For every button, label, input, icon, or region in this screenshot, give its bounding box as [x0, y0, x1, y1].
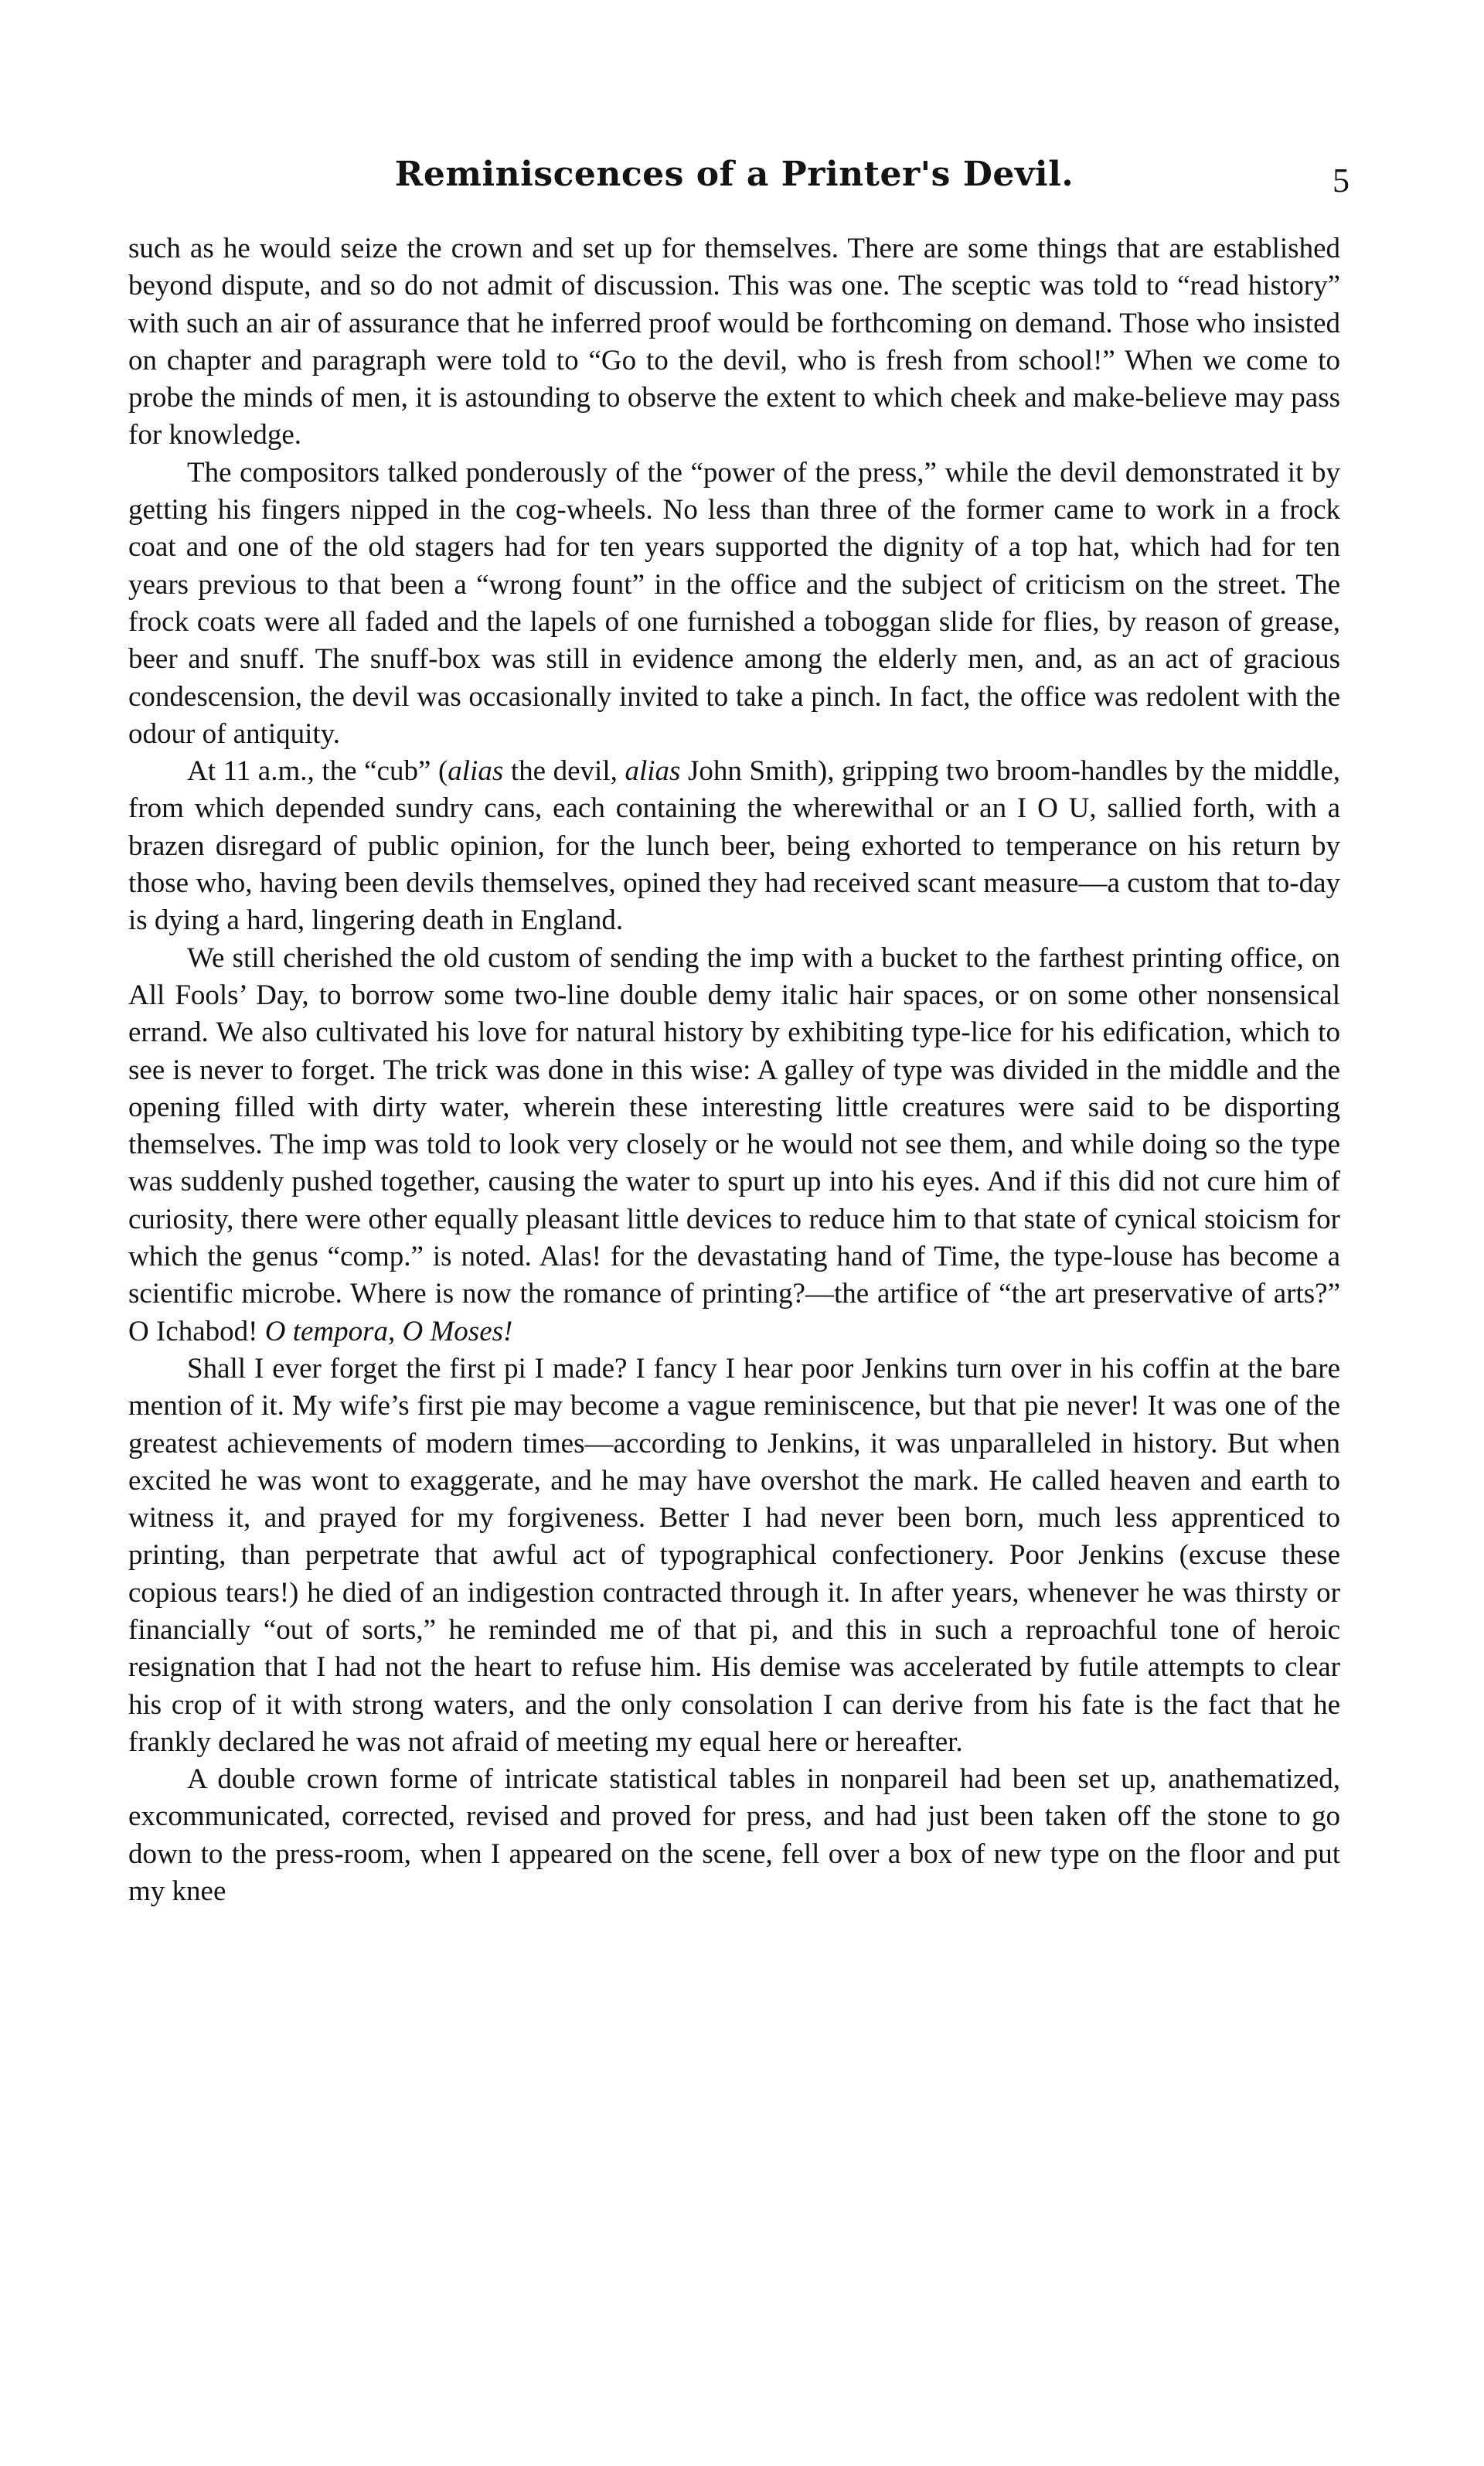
- paragraph-3-text-b: the devil,: [503, 755, 625, 788]
- paragraph-6: A double crown forme of intricate statistical tables in nonpareil had been set up, anathematized, excommunicated, corrected, revised and proved for press, and had just been taken off the stone to go down to the press-room, when I appeared on the scene, fell over a box of new type on the floor and put my knee: [128, 1763, 1340, 1908]
- paragraph-3-text-a: At 11 a.m., the “cub” (: [187, 755, 448, 788]
- paragraph-3: [128, 753, 1340, 939]
- running-title: Reminiscences of a Printer's Devil.: [394, 155, 1074, 194]
- latin-quote-italic: O tempora, O Moses!: [264, 1315, 513, 1347]
- paragraph-5: Shall I ever forget the first pi I made? I fancy I hear poor Jenkins turn over in his coffin at the bare mention of it. My wife’s first pie may become a vague reminiscence, but that pie never! It was one of the greatest achievements of modern times—according to Jenkins, it was unparalleled in history. But when excited he was wont to exaggerate, and he may have overshot the mark. He called heaven and earth to witness it, and prayed for my forgiveness. Better I had never been born, much less apprenticed to printing, than perpetrate that awful act of typographical confectionery. Poor Jenkins (excuse these copious tears!) he died of an indigestion contracted through it. In after years, whenever he was thirsty or financially “out of sorts,” he reminded me of that pi, and this in such a reproachful tone of heroic resignation that I had not the heart to refuse him. His demise was accelerated by futile attempts to clear his crop of it with strong waters, and the only consolation I can derive from his fate is the fact that he frankly declared he was not afraid of meeting my equal here or hereafter.: [128, 1352, 1340, 1758]
- paragraph-2: The compositors talked ponderously of the “power of the press,” while the devil demonstrated it by getting his fingers nipped in the cog-wheels. No less than three of the former came to work in a frock coat and one of the old stagers had for ten years supported the dignity of a top hat, which had for ten years previous to that been a “wrong fount” in the office and the subject of criticism on the street. The frock coats were all faded and the lapels of one furnished a toboggan slide for flies, by reason of grease, beer and snuff. The snuff-box was still in evidence among the elderly men, and, as an act of gracious condescension, the devil was occasionally invited to take a pinch. In fact, the office was redolent with the odour of antiquity.: [128, 456, 1340, 750]
- running-head: [128, 155, 1350, 201]
- page-number: 5: [1333, 162, 1350, 199]
- paragraph-4-text: We still cherished the old custom of sending the imp with a bucket to the farthest printing office, on All Fools’ Day, to borrow some two-line double demy italic hair spaces, or on some other nonsensical errand. We also cultivated his love for natural history by exhibiting type-lice for his edification, which to see is never to forget. The trick was done in this wise: A galley of type was divided in the middle and the opening filled with dirty water, wherein these interesting little creatures were said to be disporting themselves. The imp was told to look very closely or he would not see them, and while doing so the type was suddenly pushed together, causing the water to spurt up into his eyes. And if this did not cure him of curiosity, there were other equally pleasant little devices to reduce him to that state of cynical stoicism for which the genus “comp.” is noted. Alas! for the devastating hand of Time, the type-louse has become a scientific microbe. Where is now the romance of printing?—the artifice of “the art preservative of arts?” O Ichabod!: [128, 942, 1340, 1347]
- paragraph-1: such as he would seize the crown and set up for themselves. There are some things that are established beyond dispute, and so do not admit of discussion. This was one. The sceptic was told to “read history” with such an air of assurance that he inferred proof would be forthcoming on demand. Those who insisted on chapter and paragraph were told to “Go to the devil, who is fresh from school!” When we come to probe the minds of men, it is astounding to observe the extent to which cheek and make-believe may pass for knowledge.: [128, 233, 1340, 451]
- alias-italic-2: alias: [625, 755, 681, 788]
- paragraph-3-text-c: John Smith), gripping two broom-handles by the middle, from which depended sundry cans, each containing the wherewithal or an I O U, sallied forth, with a brazen disregard of public opinion, for the lunch beer, being exhorted to temperance on his return by those who, having been devils themselves, opined they had received scant measure—a custom that to-day is dying a hard, lingering death in England.: [128, 755, 1340, 937]
- paragraph-4: [128, 940, 1340, 1351]
- body-text: [128, 230, 1340, 1910]
- alias-italic-1: alias: [448, 755, 504, 788]
- book-page: [128, 0, 1350, 2466]
